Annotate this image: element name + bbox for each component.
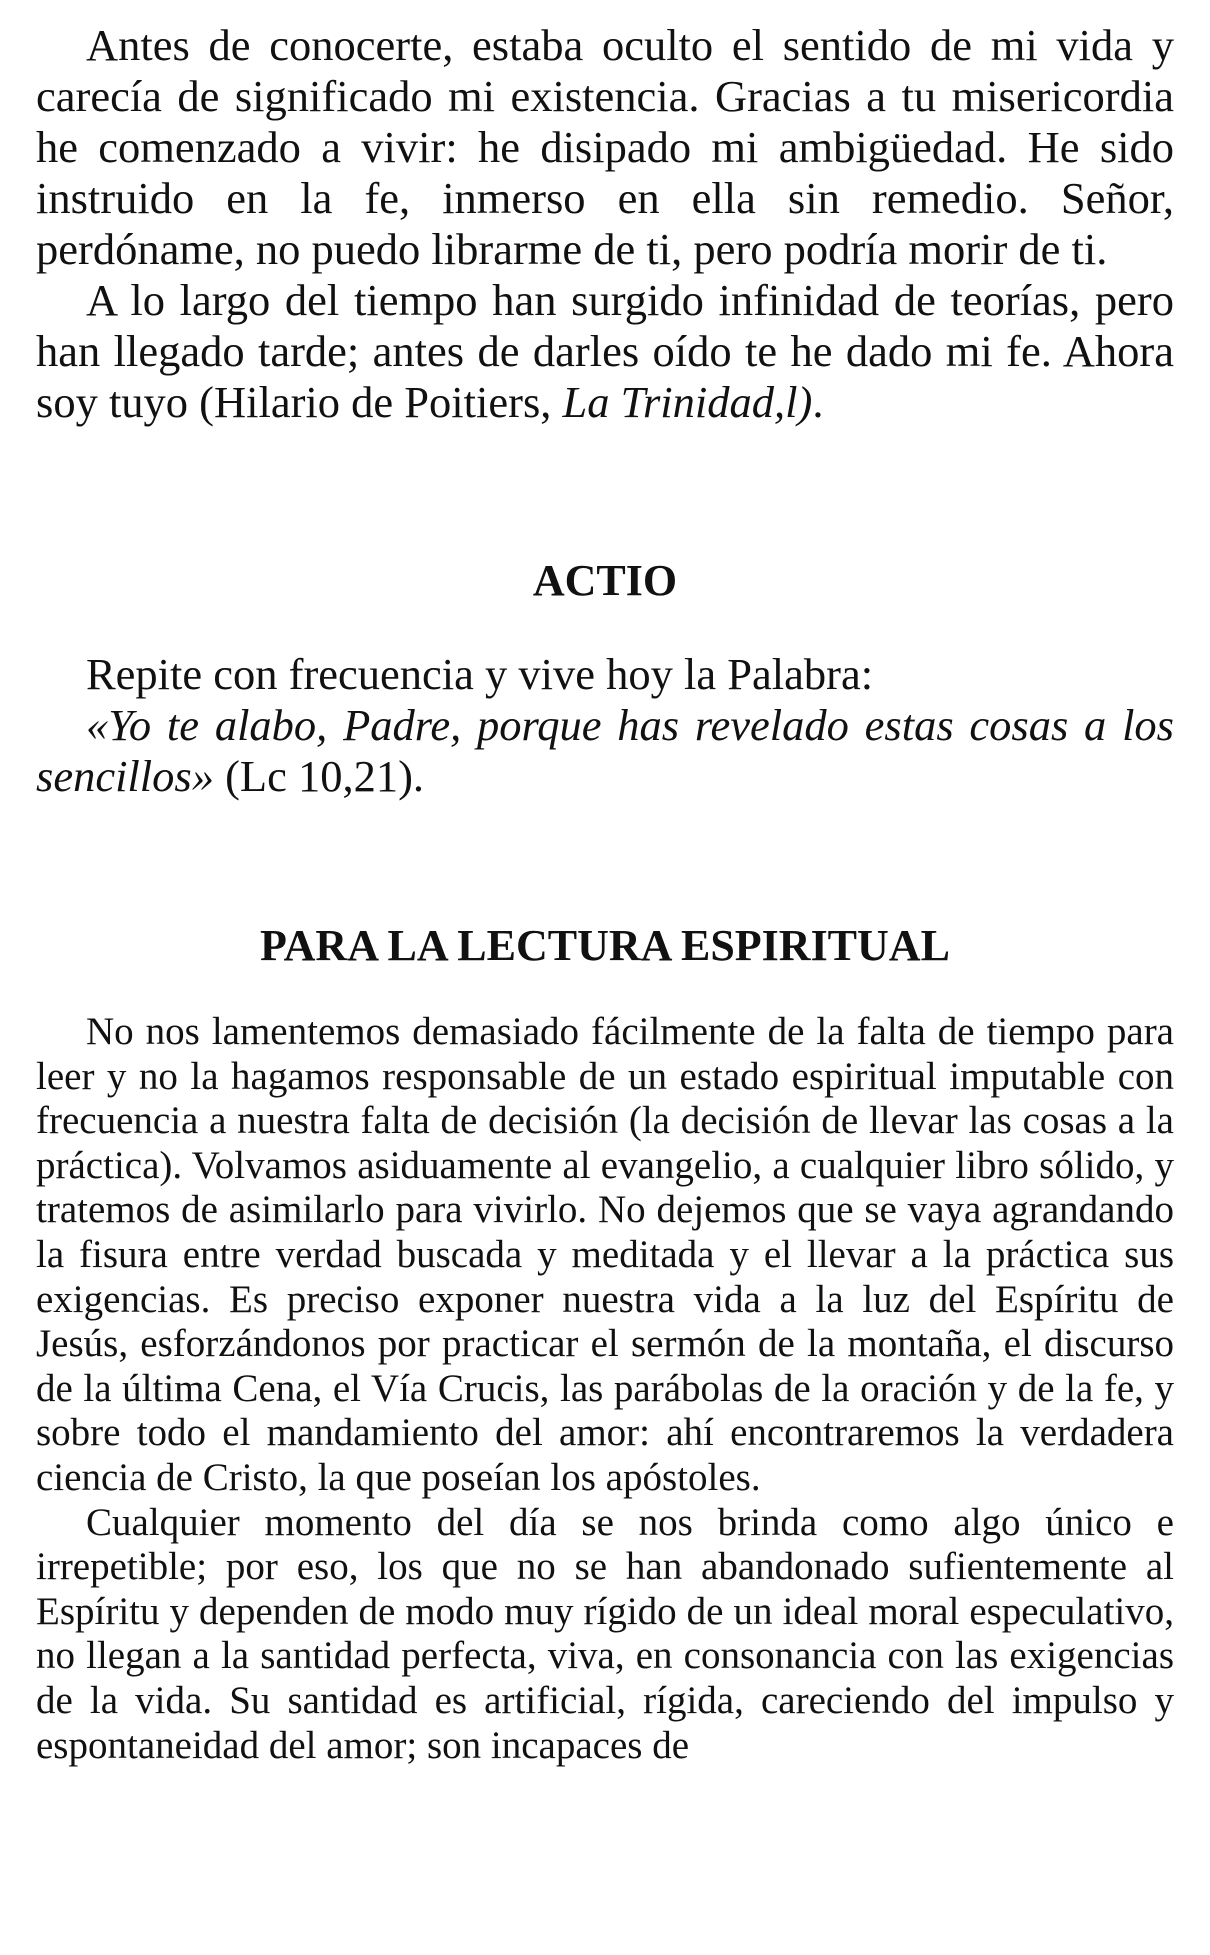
lectura-section: [36, 1010, 1174, 1768]
actio-instruction: Repite con frecuencia y vive hoy la Palabra:: [86, 649, 874, 699]
actio-section: [36, 649, 1174, 802]
quote-text: «Yo te alabo, Padre, porque has revelado estas cosas a los sencillos»: [36, 700, 1174, 801]
lectura-paragraph: Cualquier momento del día se nos brinda como algo único e irrepetible; por eso, los que no se han abandonado sufientemente al Espíritu y dependen de modo muy rígido de un ideal moral especulativo, no llegan a la santidad perfecta, viva, en consonancia con las exigencias de la vida. Su santidad es artificial, rígida, careciendo del impulso y espontaneidad del amor; son incapaces de: [36, 1500, 1174, 1767]
section-heading-lectura: PARA LA LECTURA ESPIRITUAL: [260, 921, 950, 970]
paragraph-text: A lo largo del tiempo han surgido infinidad de teorías, pero han llegado tarde; antes de darles oído te he dado mi fe. Ahora soy tuyo (Hilario de Poitiers,: [36, 275, 1174, 427]
quote-reference: (Lc 10,21).: [213, 751, 425, 801]
body-paragraph-citation: [36, 275, 1174, 428]
document-page: [36, 20, 1174, 1768]
citation-title: La Trinidad,l): [562, 377, 813, 427]
section-heading-actio: ACTIO: [532, 556, 678, 605]
body-paragraph: Antes de conocerte, estaba oculto el sentido de mi vida y carecía de significado mi existencia. Gracias a tu misericordia he comenzado a vivir: he disipado mi ambigüedad. He sido instruido en la fe, inmerso en ella sin remedio. Señor, perdóname, no puedo librarme de ti, pero podría morir de ti.: [36, 20, 1174, 274]
lectura-paragraph: No nos lamentemos demasiado fácilmente de la falta de tiempo para leer y no la hagamos responsable de un estado espiritual imputable con frecuencia a nuestra falta de decisión (la decisión de llevar las cosas a la práctica). Volvamos asiduamente al evangelio, a cualquier libro sólido, y tratemos de asimilarlo para vivirlo. No dejemos que se vaya agrandando la fisura entre verdad buscada y meditada y el llevar a la práctica sus exigencias. Es preciso exponer nuestra vida a la luz del Espíritu de Jesús, esforzándonos por practicar el sermón de la montaña, el discurso de la última Cena, el Vía Crucis, las parábolas de la oración y de la fe, y sobre todo el mandamiento del amor: ahí encontraremos la verdadera ciencia de Cristo, la que poseían los apóstoles.: [36, 1010, 1174, 1499]
paragraph-end: .: [812, 377, 824, 427]
actio-quote: [36, 700, 1174, 802]
